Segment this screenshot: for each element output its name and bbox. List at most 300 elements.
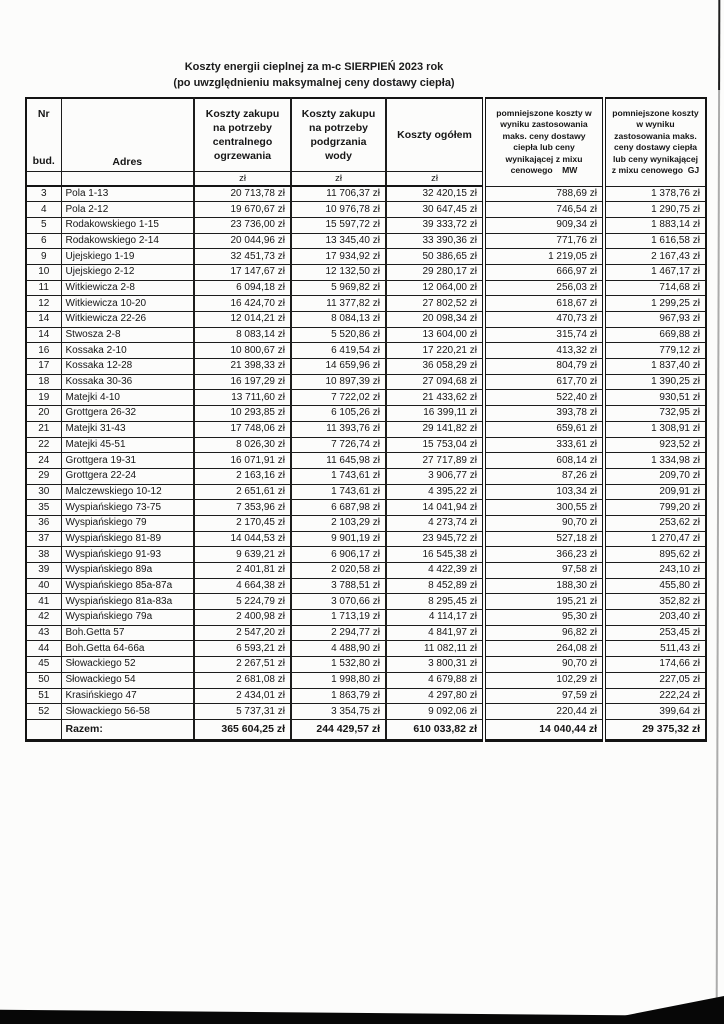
cell-nr-bud: 10 [26,264,61,280]
cell-koszty-wody: 4 488,90 zł [291,641,386,657]
header-adres: Adres [61,98,194,172]
cell-adres: Wyspiańskiego 79a [61,610,194,626]
cell-pomniejszone-gj: 253,45 zł [604,625,706,641]
cell-koszty-ogolem: 50 386,65 zł [386,249,484,265]
cell-koszty-wody: 1 713,19 zł [291,610,386,626]
table-row [26,296,706,312]
cell-adres: Grottgera 22-24 [61,468,194,484]
cell-nr-bud: 51 [26,688,61,704]
cell-pomniejszone-mw: 746,54 zł [484,202,604,218]
cell-pomniejszone-gj: 2 167,43 zł [604,249,706,265]
table-row [26,641,706,657]
cell-koszty-ogolem: 39 333,72 zł [386,217,484,233]
cell-nr-bud: 37 [26,531,61,547]
cell-koszty-ogolem: 4 297,80 zł [386,688,484,704]
cell-koszty-wody: 6 687,98 zł [291,500,386,516]
cell-nr-bud: 43 [26,625,61,641]
cell-koszty-ogolem: 29 280,17 zł [386,264,484,280]
cell-pomniejszone-mw: 87,26 zł [484,468,604,484]
cell-pomniejszone-gj: 930,51 zł [604,390,706,406]
cell-pomniejszone-gj: 1 290,75 zł [604,202,706,218]
cell-pomniejszone-mw: 771,76 zł [484,233,604,249]
cell-nr-bud: 14 [26,327,61,343]
cell-koszty-ogolem: 8 295,45 zł [386,594,484,610]
cell-pomniejszone-gj: 923,52 zł [604,437,706,453]
cell-koszty-wody: 14 659,96 zł [291,359,386,375]
cell-pomniejszone-gj: 227,05 zł [604,672,706,688]
cell-koszty-wody: 10 897,39 zł [291,374,386,390]
table-row [26,500,706,516]
cell-koszty-ogolem: 21 433,62 zł [386,390,484,406]
totals-cw: 244 429,57 zł [291,719,386,740]
table-row [26,280,706,296]
cell-koszty-ogolem: 23 945,72 zł [386,531,484,547]
cell-pomniejszone-mw: 366,23 zł [484,547,604,563]
cell-koszty-ogolem: 29 141,82 zł [386,421,484,437]
table-row [26,421,706,437]
cell-pomniejszone-gj: 714,68 zł [604,280,706,296]
cell-nr-bud: 36 [26,515,61,531]
cell-adres: Boh.Getta 64-66a [61,641,194,657]
cell-adres: Wyspiańskiego 89a [61,563,194,579]
cell-adres: Matejki 4-10 [61,390,194,406]
cell-adres: Ujejskiego 2-12 [61,264,194,280]
cell-koszty-ogolem: 9 092,06 zł [386,704,484,720]
cell-koszty-wody: 10 976,78 zł [291,202,386,218]
header-unit-zl-cw: zł [291,172,386,187]
cell-pomniejszone-mw: 195,21 zł [484,594,604,610]
cell-nr-bud: 6 [26,233,61,249]
cell-pomniejszone-mw: 96,82 zł [484,625,604,641]
cell-koszty-wody: 3 070,66 zł [291,594,386,610]
cell-koszty-wody: 11 393,76 zł [291,421,386,437]
table-row [26,327,706,343]
cell-adres: Ujejskiego 1-19 [61,249,194,265]
cell-pomniejszone-mw: 102,29 zł [484,672,604,688]
cell-adres: Boh.Getta 57 [61,625,194,641]
cell-adres: Grottgera 19-31 [61,453,194,469]
cell-koszty-co: 5 737,31 zł [194,704,291,720]
totals-gj: 29 375,32 zł [604,719,706,740]
cell-koszty-co: 8 026,30 zł [194,437,291,453]
cell-adres: Rodakowskiego 2-14 [61,233,194,249]
cell-nr-bud: 19 [26,390,61,406]
cell-nr-bud: 9 [26,249,61,265]
cell-koszty-co: 23 736,00 zł [194,217,291,233]
cell-koszty-co: 10 293,85 zł [194,406,291,422]
cell-koszty-co: 2 401,81 zł [194,563,291,579]
header-koszty-co: Koszty zakupu na potrzeby centralnego ogrzewania [194,98,291,172]
header-koszty-ogolem: Koszty ogółem [386,98,484,172]
header-unit-empty-nr [26,172,61,187]
cell-nr-bud: 40 [26,578,61,594]
cell-pomniejszone-gj: 352,82 zł [604,594,706,610]
cell-pomniejszone-mw: 788,69 zł [484,186,604,202]
cell-koszty-co: 4 664,38 zł [194,578,291,594]
cell-koszty-wody: 11 645,98 zł [291,453,386,469]
cell-adres: Krasińskiego 47 [61,688,194,704]
table-row [26,264,706,280]
header-unit-zl-total: zł [386,172,484,187]
cell-nr-bud: 18 [26,374,61,390]
cell-koszty-co: 20 713,78 zł [194,186,291,202]
cell-koszty-wody: 2 020,58 zł [291,563,386,579]
cell-koszty-wody: 15 597,72 zł [291,217,386,233]
cell-pomniejszone-mw: 90,70 zł [484,515,604,531]
table-row [26,484,706,500]
cell-nr-bud: 42 [26,610,61,626]
header-bud-label: bud. [32,155,55,167]
cell-pomniejszone-mw: 103,34 zł [484,484,604,500]
table-row [26,202,706,218]
cell-koszty-ogolem: 15 753,04 zł [386,437,484,453]
cell-koszty-co: 20 044,96 zł [194,233,291,249]
cell-pomniejszone-gj: 399,64 zł [604,704,706,720]
cell-koszty-co: 2 547,20 zł [194,625,291,641]
cell-koszty-ogolem: 4 422,39 zł [386,563,484,579]
cell-koszty-wody: 6 105,26 zł [291,406,386,422]
cell-pomniejszone-mw: 413,32 zł [484,343,604,359]
cell-nr-bud: 50 [26,672,61,688]
cell-koszty-co: 16 197,29 zł [194,374,291,390]
cell-koszty-co: 9 639,21 zł [194,547,291,563]
table-row [26,437,706,453]
cell-pomniejszone-gj: 732,95 zł [604,406,706,422]
cell-pomniejszone-mw: 315,74 zł [484,327,604,343]
cell-koszty-co: 2 170,45 zł [194,515,291,531]
cell-pomniejszone-gj: 174,66 zł [604,657,706,673]
document-title [0,59,628,91]
table-row [26,186,706,202]
cell-koszty-ogolem: 17 220,21 zł [386,343,484,359]
table-row [26,343,706,359]
cell-adres: Matejki 31-43 [61,421,194,437]
cell-koszty-co: 10 800,67 zł [194,343,291,359]
cell-pomniejszone-mw: 804,79 zł [484,359,604,375]
cell-adres: Rodakowskiego 1-15 [61,217,194,233]
cell-nr-bud: 11 [26,280,61,296]
table-row [26,390,706,406]
table-row [26,359,706,375]
cell-nr-bud: 24 [26,453,61,469]
cell-koszty-wody: 6 906,17 zł [291,547,386,563]
cell-koszty-wody: 1 743,61 zł [291,468,386,484]
cell-koszty-co: 7 353,96 zł [194,500,291,516]
cell-koszty-co: 32 451,73 zł [194,249,291,265]
cell-koszty-wody: 1 743,61 zł [291,484,386,500]
cell-nr-bud: 35 [26,500,61,516]
cell-koszty-ogolem: 16 545,38 zł [386,547,484,563]
cell-koszty-co: 5 224,79 zł [194,594,291,610]
cell-nr-bud: 52 [26,704,61,720]
cell-pomniejszone-gj: 1 837,40 zł [604,359,706,375]
table-row [26,453,706,469]
table-row [26,657,706,673]
cell-pomniejszone-gj: 1 467,17 zł [604,264,706,280]
header-nr-label: Nr [37,108,50,120]
cell-adres: Wyspiańskiego 79 [61,515,194,531]
document-title-line2: (po uwzględnieniu maksymalnej ceny dostawy ciepła) [173,77,455,89]
cell-pomniejszone-mw: 256,03 zł [484,280,604,296]
cell-nr-bud: 29 [26,468,61,484]
table-row [26,374,706,390]
header-unit-zl-co: zł [194,172,291,187]
totals-empty-nr [26,719,61,740]
table-row [26,233,706,249]
table-row [26,563,706,579]
cell-pomniejszone-mw: 220,44 zł [484,704,604,720]
cell-koszty-wody: 3 788,51 zł [291,578,386,594]
table-row [26,515,706,531]
cell-adres: Słowackiego 52 [61,657,194,673]
cell-adres: Wyspiańskiego 73-75 [61,500,194,516]
cell-koszty-ogolem: 27 717,89 zł [386,453,484,469]
cell-adres: Grottgera 26-32 [61,406,194,422]
totals-co: 365 604,25 zł [194,719,291,740]
cell-koszty-ogolem: 4 114,17 zł [386,610,484,626]
cell-koszty-co: 2 267,51 zł [194,657,291,673]
table-row [26,217,706,233]
cell-koszty-wody: 7 726,74 zł [291,437,386,453]
cell-pomniejszone-gj: 1 378,76 zł [604,186,706,202]
cell-nr-bud: 41 [26,594,61,610]
cell-koszty-wody: 2 294,77 zł [291,625,386,641]
cell-koszty-wody: 9 901,19 zł [291,531,386,547]
table-row [26,688,706,704]
cell-nr-bud: 38 [26,547,61,563]
cell-adres: Pola 1-13 [61,186,194,202]
cell-koszty-wody: 7 722,02 zł [291,390,386,406]
cell-koszty-ogolem: 8 452,89 zł [386,578,484,594]
cell-pomniejszone-mw: 90,70 zł [484,657,604,673]
cell-koszty-ogolem: 13 604,00 zł [386,327,484,343]
table-row [26,249,706,265]
cell-nr-bud: 3 [26,186,61,202]
cell-koszty-wody: 8 084,13 zł [291,312,386,328]
cell-koszty-wody: 6 419,54 zł [291,343,386,359]
cell-pomniejszone-gj: 1 299,25 zł [604,296,706,312]
cell-pomniejszone-gj: 779,12 zł [604,343,706,359]
cell-koszty-wody: 13 345,40 zł [291,233,386,249]
cell-pomniejszone-mw: 97,59 zł [484,688,604,704]
cell-adres: Kossaka 12-28 [61,359,194,375]
cell-adres: Malczewskiego 10-12 [61,484,194,500]
cell-koszty-wody: 1 532,80 zł [291,657,386,673]
cell-pomniejszone-mw: 1 219,05 zł [484,249,604,265]
cell-adres: Witkiewicza 22-26 [61,312,194,328]
cell-koszty-ogolem: 20 098,34 zł [386,312,484,328]
table-row [26,531,706,547]
cell-pomniejszone-gj: 243,10 zł [604,563,706,579]
cell-nr-bud: 12 [26,296,61,312]
cell-nr-bud: 14 [26,312,61,328]
cell-pomniejszone-gj: 1 308,91 zł [604,421,706,437]
cell-koszty-co: 2 434,01 zł [194,688,291,704]
cell-koszty-co: 12 014,21 zł [194,312,291,328]
cell-pomniejszone-gj: 1 334,98 zł [604,453,706,469]
cell-pomniejszone-mw: 393,78 zł [484,406,604,422]
cell-koszty-wody: 5 520,86 zł [291,327,386,343]
cell-nr-bud: 5 [26,217,61,233]
cell-pomniejszone-gj: 222,24 zł [604,688,706,704]
totals-ogolem: 610 033,82 zł [386,719,484,740]
cell-koszty-co: 17 748,06 zł [194,421,291,437]
cell-pomniejszone-gj: 1 616,58 zł [604,233,706,249]
cell-koszty-ogolem: 27 094,68 zł [386,374,484,390]
cell-pomniejszone-gj: 895,62 zł [604,547,706,563]
cell-koszty-wody: 5 969,82 zł [291,280,386,296]
cell-pomniejszone-gj: 1 390,25 zł [604,374,706,390]
cell-pomniejszone-gj: 209,70 zł [604,468,706,484]
cell-koszty-ogolem: 27 802,52 zł [386,296,484,312]
cell-pomniejszone-mw: 522,40 zł [484,390,604,406]
header-pomniejszone-koszty-mw: pomniejszone koszty w wyniku zastosowania maks. ceny dostawy ciepła lub ceny wynikającej z mixu cenowego MW [484,98,604,186]
totals-label: Razem: [61,719,194,740]
table-row [26,312,706,328]
cell-adres: Słowackiego 54 [61,672,194,688]
cell-nr-bud: 17 [26,359,61,375]
cell-koszty-ogolem: 11 082,11 zł [386,641,484,657]
cell-pomniejszone-mw: 659,61 zł [484,421,604,437]
header-pomniejszone-koszty-gj: pomniejszone koszty w wyniku zastosowania maks. ceny dostawy ciepła lub ceny wynikającej z mixu cenowego GJ [604,98,706,186]
totals-mw: 14 040,44 zł [484,719,604,740]
cell-pomniejszone-gj: 209,91 zł [604,484,706,500]
cell-adres: Pola 2-12 [61,202,194,218]
table-row [26,578,706,594]
cell-koszty-co: 8 083,14 zł [194,327,291,343]
cell-koszty-ogolem: 3 800,31 zł [386,657,484,673]
table-body [26,186,706,719]
cell-pomniejszone-gj: 253,62 zł [604,515,706,531]
cell-pomniejszone-mw: 470,73 zł [484,312,604,328]
cell-adres: Witkiewicza 10-20 [61,296,194,312]
cell-pomniejszone-mw: 264,08 zł [484,641,604,657]
cell-nr-bud: 21 [26,421,61,437]
cell-koszty-wody: 3 354,75 zł [291,704,386,720]
table-row [26,594,706,610]
totals-row [26,719,706,740]
cell-nr-bud: 16 [26,343,61,359]
cell-nr-bud: 22 [26,437,61,453]
cell-koszty-wody: 2 103,29 zł [291,515,386,531]
cell-koszty-wody: 1 863,79 zł [291,688,386,704]
cell-pomniejszone-gj: 967,93 zł [604,312,706,328]
cell-koszty-co: 6 593,21 zł [194,641,291,657]
cell-adres: Matejki 45-51 [61,437,194,453]
cell-koszty-co: 16 424,70 zł [194,296,291,312]
cell-koszty-ogolem: 4 273,74 zł [386,515,484,531]
cell-pomniejszone-gj: 1 883,14 zł [604,217,706,233]
cell-koszty-co: 17 147,67 zł [194,264,291,280]
cell-nr-bud: 44 [26,641,61,657]
header-row-main [26,98,706,172]
table-row [26,468,706,484]
table-row [26,672,706,688]
cell-adres: Stwosza 2-8 [61,327,194,343]
document-title-line1: Koszty energii cieplnej za m-c SIERPIEŃ 2023 rok [184,61,444,73]
cell-koszty-co: 6 094,18 zł [194,280,291,296]
cell-koszty-ogolem: 33 390,36 zł [386,233,484,249]
table-row [26,704,706,720]
header-koszty-podgrzania-wody: Koszty zakupu na potrzeby podgrzania wody [291,98,386,172]
table-row [26,610,706,626]
cell-pomniejszone-mw: 608,14 zł [484,453,604,469]
header-nr-bud [26,98,61,172]
cell-pomniejszone-mw: 527,18 zł [484,531,604,547]
cell-koszty-ogolem: 32 420,15 zł [386,186,484,202]
table-row [26,406,706,422]
cell-koszty-ogolem: 4 395,22 zł [386,484,484,500]
cell-adres: Wyspiańskiego 81-89 [61,531,194,547]
cell-pomniejszone-gj: 1 270,47 zł [604,531,706,547]
cell-pomniejszone-gj: 669,88 zł [604,327,706,343]
cell-koszty-ogolem: 4 841,97 zł [386,625,484,641]
cell-koszty-wody: 1 998,80 zł [291,672,386,688]
cell-koszty-co: 2 163,16 zł [194,468,291,484]
cell-adres: Kossaka 30-36 [61,374,194,390]
cell-koszty-co: 2 681,08 zł [194,672,291,688]
cell-pomniejszone-gj: 455,80 zł [604,578,706,594]
cell-koszty-wody: 17 934,92 zł [291,249,386,265]
header-unit-empty-adres [61,172,194,187]
cell-nr-bud: 39 [26,563,61,579]
cell-pomniejszone-gj: 799,20 zł [604,500,706,516]
cell-adres: Wyspiańskiego 85a-87a [61,578,194,594]
cell-koszty-co: 14 044,53 zł [194,531,291,547]
cell-pomniejszone-mw: 95,30 zł [484,610,604,626]
cell-pomniejszone-mw: 300,55 zł [484,500,604,516]
cell-koszty-wody: 11 377,82 zł [291,296,386,312]
scan-page-edge-line [716,0,721,1012]
cell-adres: Wyspiańskiego 81a-83a [61,594,194,610]
cell-koszty-ogolem: 36 058,29 zł [386,359,484,375]
cell-nr-bud: 30 [26,484,61,500]
cell-koszty-co: 13 711,60 zł [194,390,291,406]
cell-koszty-ogolem: 14 041,94 zł [386,500,484,516]
cell-pomniejszone-mw: 97,58 zł [484,563,604,579]
cell-koszty-ogolem: 3 906,77 zł [386,468,484,484]
cell-koszty-ogolem: 30 647,45 zł [386,202,484,218]
cell-adres: Wyspiańskiego 91-93 [61,547,194,563]
cell-pomniejszone-gj: 511,43 zł [604,641,706,657]
cell-adres: Witkiewicza 2-8 [61,280,194,296]
cell-pomniejszone-mw: 666,97 zł [484,264,604,280]
cell-koszty-co: 16 071,91 zł [194,453,291,469]
table-row [26,625,706,641]
cell-nr-bud: 45 [26,657,61,673]
cell-koszty-co: 2 651,61 zł [194,484,291,500]
cell-pomniejszone-mw: 618,67 zł [484,296,604,312]
heat-costs-table [25,97,707,742]
cell-pomniejszone-mw: 333,61 zł [484,437,604,453]
cell-koszty-co: 21 398,33 zł [194,359,291,375]
cell-pomniejszone-gj: 203,40 zł [604,610,706,626]
cell-pomniejszone-mw: 188,30 zł [484,578,604,594]
cell-adres: Słowackiego 56-58 [61,704,194,720]
cell-koszty-wody: 11 706,37 zł [291,186,386,202]
cell-nr-bud: 20 [26,406,61,422]
table-row [26,547,706,563]
cell-koszty-co: 2 400,98 zł [194,610,291,626]
cell-adres: Kossaka 2-10 [61,343,194,359]
cell-koszty-ogolem: 12 064,00 zł [386,280,484,296]
cell-koszty-co: 19 670,67 zł [194,202,291,218]
cell-koszty-wody: 12 132,50 zł [291,264,386,280]
cell-koszty-ogolem: 4 679,88 zł [386,672,484,688]
cell-pomniejszone-mw: 617,70 zł [484,374,604,390]
cell-koszty-ogolem: 16 399,11 zł [386,406,484,422]
cell-nr-bud: 4 [26,202,61,218]
